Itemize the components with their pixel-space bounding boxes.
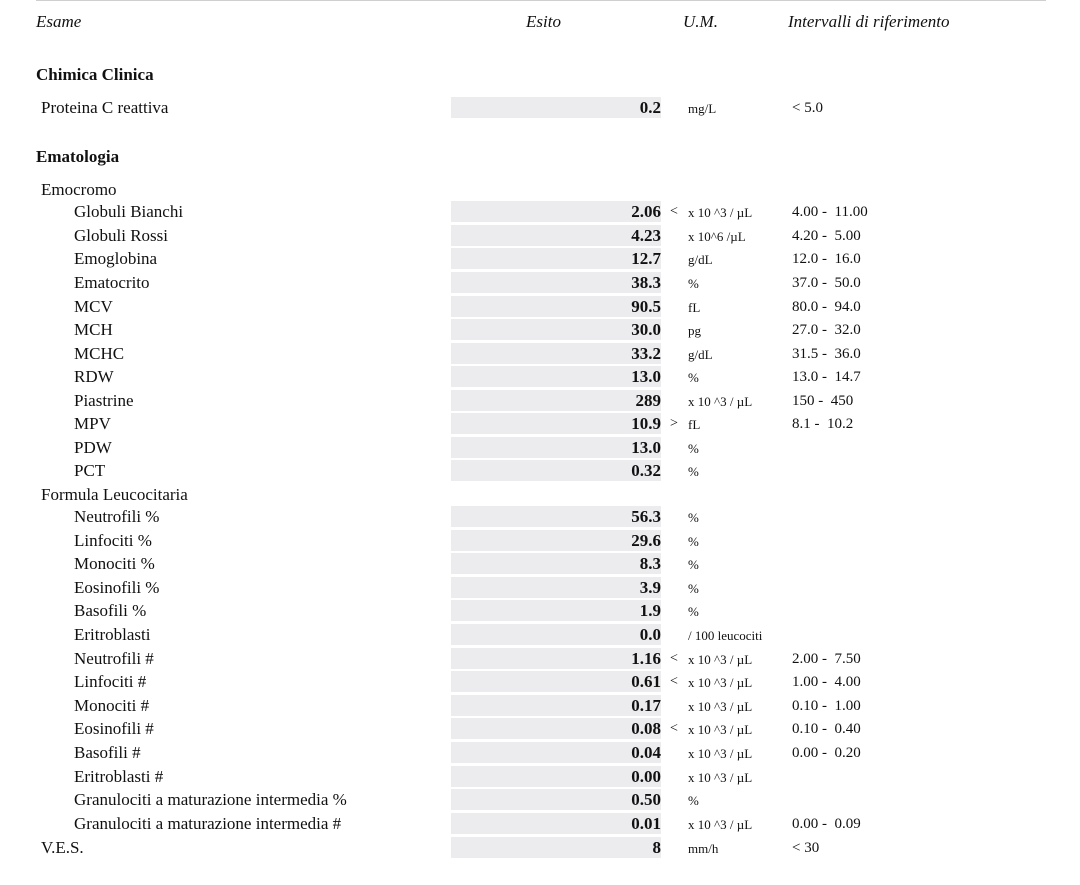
table-row — [0, 225, 1080, 247]
out-of-range-flag: > — [670, 416, 678, 431]
exam-label: Globuli Bianchi — [74, 202, 184, 221]
table-row — [0, 272, 1080, 294]
table-row — [0, 460, 1080, 482]
unit-of-measure: % — [688, 276, 699, 291]
unit-of-measure: x 10 ^3 / µL — [688, 722, 753, 737]
exam-label: MCH — [74, 320, 113, 339]
result-value: 0.61 — [631, 672, 661, 691]
exam-label: Piastrine — [74, 391, 134, 410]
result-value: 33.2 — [631, 344, 661, 363]
unit-of-measure: x 10 ^3 / µL — [688, 675, 753, 690]
exam-label: Basofili % — [74, 601, 147, 620]
result-value: 0.32 — [631, 461, 661, 480]
header-exam: Esame — [36, 12, 82, 31]
unit-of-measure: mg/L — [688, 101, 717, 116]
table-row — [0, 366, 1080, 388]
result-value: 12.7 — [631, 249, 661, 268]
unit-of-measure: g/dL — [688, 347, 713, 362]
exam-label: Eosinofili # — [74, 719, 154, 738]
result-value: 4.23 — [631, 226, 661, 245]
unit-of-measure: mm/h — [688, 841, 719, 856]
unit-of-measure: % — [688, 464, 699, 479]
result-value: 3.9 — [639, 578, 661, 597]
table-row — [0, 296, 1080, 318]
table-row — [0, 648, 1080, 670]
result-value: 0.50 — [631, 790, 661, 809]
exam-label: Granulociti a maturazione intermedia % — [74, 790, 347, 809]
exam-label: Basofili # — [74, 743, 141, 762]
reference-range: 2.00 - 7.50 — [792, 651, 861, 667]
result-value: 289 — [635, 391, 661, 410]
unit-of-measure: x 10 ^3 / µL — [688, 652, 753, 667]
result-value: 13.0 — [631, 367, 661, 386]
unit-of-measure: x 10 ^3 / µL — [688, 746, 753, 761]
result-value: 1.16 — [631, 649, 661, 668]
table-row — [0, 343, 1080, 365]
result-value: 2.06 — [631, 202, 661, 221]
table-row — [0, 390, 1080, 412]
reference-range: 8.1 - 10.2 — [792, 416, 854, 432]
result-value: 0.08 — [631, 719, 661, 738]
unit-of-measure: % — [688, 557, 699, 572]
exam-label: Eritroblasti — [74, 625, 151, 644]
table-row — [0, 506, 1080, 528]
table-row — [0, 248, 1080, 270]
reference-range: 31.5 - 36.0 — [792, 346, 861, 362]
reference-range: < 30 — [792, 840, 820, 856]
result-value: 8 — [652, 838, 661, 857]
result-value: 0.17 — [631, 696, 661, 715]
section-ematologia: Ematologia — [36, 147, 120, 166]
table-row — [0, 742, 1080, 764]
out-of-range-flag: < — [670, 204, 678, 219]
exam-label: RDW — [74, 367, 114, 386]
exam-label: Neutrofili # — [74, 649, 154, 668]
reference-range: 0.10 - 1.00 — [792, 698, 861, 714]
header-result: Esito — [526, 12, 561, 31]
table-row — [0, 600, 1080, 622]
reference-range: 150 - 450 — [792, 393, 854, 409]
exam-label: Neutrofili % — [74, 507, 160, 526]
exam-label: MCHC — [74, 344, 125, 363]
result-value: 0.01 — [631, 814, 661, 833]
reference-range: 27.0 - 32.0 — [792, 322, 861, 338]
unit-of-measure: g/dL — [688, 252, 713, 267]
reference-range: 12.0 - 16.0 — [792, 251, 861, 267]
table-row — [0, 766, 1080, 788]
reference-range: 0.10 - 0.40 — [792, 721, 861, 737]
header-reference: Intervalli di riferimento — [788, 12, 950, 31]
result-value: 30.0 — [631, 320, 661, 339]
result-value: 0.04 — [631, 743, 661, 762]
table-row — [0, 97, 1080, 119]
exam-label: MCV — [74, 297, 113, 316]
reference-range: 80.0 - 94.0 — [792, 299, 861, 315]
unit-of-measure: x 10 ^3 / µL — [688, 699, 753, 714]
unit-of-measure: fL — [688, 300, 701, 315]
result-value: 0.2 — [639, 98, 661, 117]
unit-of-measure: x 10 ^3 / µL — [688, 205, 753, 220]
result-value: 10.9 — [631, 414, 661, 433]
exam-label: Linfociti # — [74, 672, 147, 691]
exam-label: Linfociti % — [74, 531, 152, 550]
result-value: 13.0 — [631, 438, 661, 457]
result-value: 0.0 — [639, 625, 661, 644]
table-row — [0, 624, 1080, 646]
unit-of-measure: pg — [688, 323, 701, 338]
result-value: 38.3 — [631, 273, 661, 292]
result-value: 0.00 — [631, 767, 661, 786]
unit-of-measure: % — [688, 793, 699, 808]
out-of-range-flag: < — [670, 721, 678, 736]
reference-range: 4.00 - 11.00 — [792, 204, 868, 220]
group-emocromo: Emocromo — [41, 180, 117, 199]
exam-label: PDW — [74, 438, 112, 457]
reference-range: 4.20 - 5.00 — [792, 228, 861, 244]
header-unit: U.M. — [683, 12, 718, 31]
table-row — [0, 577, 1080, 599]
exam-label: Proteina C reattiva — [41, 98, 169, 117]
group-formula-leucocitaria: Formula Leucocitaria — [41, 485, 188, 504]
unit-of-measure: x 10 ^3 / µL — [688, 770, 753, 785]
exam-label: Globuli Rossi — [74, 226, 168, 245]
exam-label: Monociti % — [74, 554, 155, 573]
table-row — [0, 553, 1080, 575]
unit-of-measure: % — [688, 510, 699, 525]
unit-of-measure: % — [688, 441, 699, 456]
unit-of-measure: x 10 ^3 / µL — [688, 817, 753, 832]
exam-label: V.E.S. — [41, 838, 84, 857]
table-row — [0, 718, 1080, 740]
table-row — [0, 789, 1080, 811]
reference-range: 0.00 - 0.20 — [792, 745, 861, 761]
table-row — [0, 671, 1080, 693]
result-value: 8.3 — [639, 554, 661, 573]
reference-range: 13.0 - 14.7 — [792, 369, 861, 385]
exam-label: Eritroblasti # — [74, 767, 164, 786]
unit-of-measure: x 10 ^3 / µL — [688, 394, 753, 409]
table-row — [0, 530, 1080, 552]
table-row — [0, 837, 1080, 859]
exam-label: Ematocrito — [74, 273, 150, 292]
table-row — [0, 437, 1080, 459]
exam-label: Monociti # — [74, 696, 150, 715]
result-value: 90.5 — [631, 297, 661, 316]
reference-range: 0.00 - 0.09 — [792, 816, 861, 832]
exam-label: Emoglobina — [74, 249, 158, 268]
unit-of-measure: % — [688, 581, 699, 596]
unit-of-measure: x 10^6 /µL — [688, 229, 746, 244]
result-value: 56.3 — [631, 507, 661, 526]
unit-of-measure: % — [688, 370, 699, 385]
reference-range: 1.00 - 4.00 — [792, 674, 861, 690]
reference-range: 37.0 - 50.0 — [792, 275, 861, 291]
exam-label: Granulociti a maturazione intermedia # — [74, 814, 342, 833]
table-row — [0, 319, 1080, 341]
exam-label: PCT — [74, 461, 106, 480]
exam-label: Eosinofili % — [74, 578, 160, 597]
table-row — [0, 201, 1080, 223]
out-of-range-flag: < — [670, 651, 678, 666]
exam-label: MPV — [74, 414, 111, 433]
section-chimica-clinica: Chimica Clinica — [36, 65, 154, 84]
result-value: 29.6 — [631, 531, 661, 550]
unit-of-measure: % — [688, 534, 699, 549]
result-value: 1.9 — [639, 601, 661, 620]
table-row — [0, 695, 1080, 717]
table-row — [0, 413, 1080, 435]
table-row — [0, 813, 1080, 835]
out-of-range-flag: < — [670, 674, 678, 689]
unit-of-measure: fL — [688, 417, 701, 432]
top-rule — [36, 0, 1046, 1]
reference-range: < 5.0 — [792, 100, 823, 116]
unit-of-measure: / 100 leucociti — [688, 628, 763, 643]
unit-of-measure: % — [688, 604, 699, 619]
